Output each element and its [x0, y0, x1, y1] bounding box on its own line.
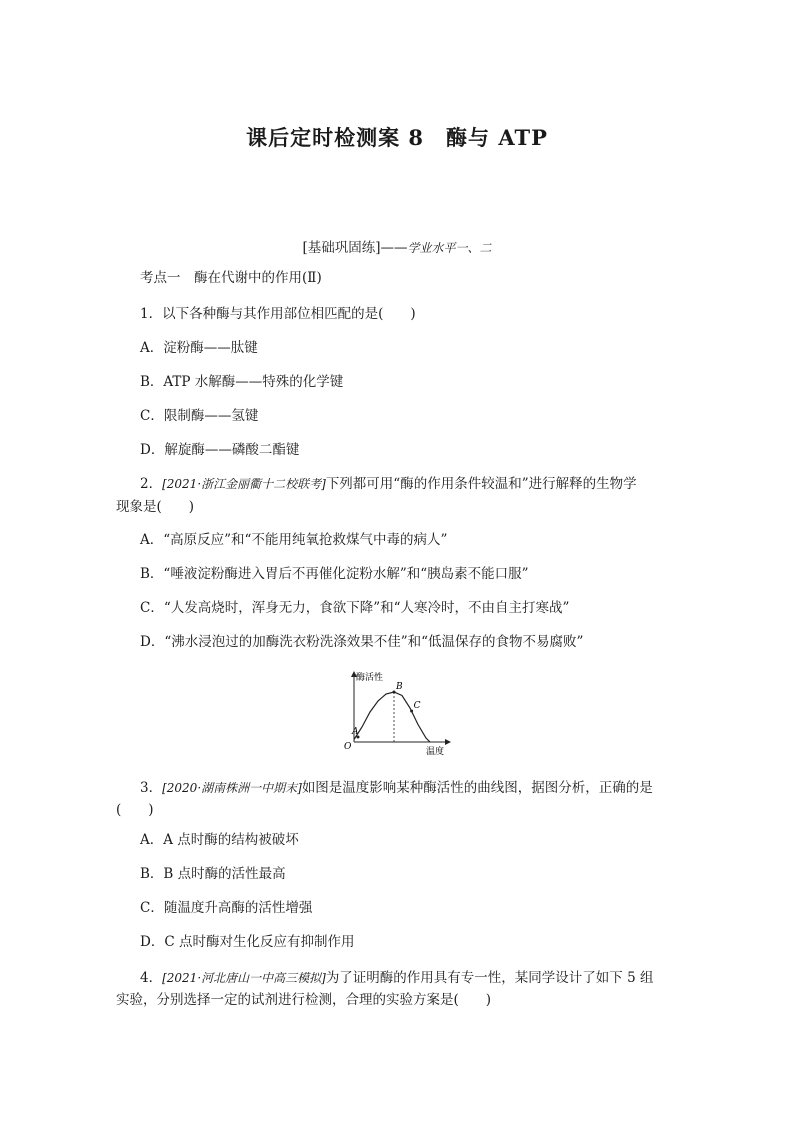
q4-stem-line2: 实验，分别选择一定的试剂进行检测，合理的实验方案是( ) [116, 992, 492, 1008]
q4-number: 4． [140, 970, 163, 986]
x-axis-label: 温度 [426, 747, 445, 757]
page-title: 课后定时检测案 8 酶与 ATP [246, 125, 548, 150]
point-label-b: B [396, 682, 403, 692]
point-label-c: C [413, 701, 421, 711]
q1-stem: 1．以下各种酶与其作用部位相匹配的是( ) [140, 306, 416, 322]
q2-option-d: D．“沸水浸泡过的加酶洗衣粉洗涤效果不佳”和“低温保存的食物不易腐败” [140, 634, 584, 650]
q2-option-b: B．“唾液淀粉酶进入胃后不再催化淀粉水解”和“胰岛素不能口服” [140, 566, 529, 582]
point-label-a: A [352, 727, 359, 737]
y-axis-label: 酶活性 [356, 673, 384, 683]
section-heading [0, 238, 794, 258]
q1-option-c: C．限制酶——氢键 [140, 408, 259, 424]
q3-number: 3． [140, 780, 163, 796]
origin-label: O [344, 742, 352, 752]
q2-number: 2． [140, 476, 163, 492]
q3-source: [2020·湖南株洲一中期末] [162, 781, 302, 795]
q3-option-c: C．随温度升高酶的活性增强 [140, 900, 313, 916]
activity-curve [354, 692, 430, 742]
q4-stem-line1 [140, 968, 653, 988]
q1-option-d: D．解旋酶——磷酸二酯键 [140, 442, 300, 458]
q4-stem-a: 为了证明酶的作用具有专一性，某同学设计了如下 5 组 [325, 970, 654, 986]
q2-stem-line1 [140, 474, 637, 494]
q1-option-b: B．ATP 水解酶——特殊的化学键 [140, 374, 344, 390]
q3-stem-a: 如图是温度影响某种酶活性的曲线图，据图分析，正确的是 [301, 780, 653, 796]
q1-option-a: A．淀粉酶——肽键 [140, 340, 258, 356]
q3-stem-line1 [140, 778, 653, 798]
enzyme-activity-chart [338, 670, 458, 760]
q3-option-a: A．A 点时酶的结构被破坏 [140, 832, 299, 848]
q2-source: [2021·浙江金丽衢十二校联考] [162, 477, 326, 491]
q3-stem-line2: ( ) [116, 802, 154, 818]
q2-stem-a: 下列都可用“酶的作用条件较温和”进行解释的生物学 [325, 476, 637, 492]
section-heading-left: [基础巩固练]—— [302, 240, 408, 256]
q3-option-b: B．B 点时酶的活性最高 [140, 866, 286, 882]
q2-option-a: A．“高原反应”和“不能用纯氧抢救煤气中毒的病人” [140, 532, 448, 548]
q4-source: [2021·河北唐山一中高三模拟] [162, 971, 326, 985]
knowledge-point-1: 考点一 酶在代谢中的作用(Ⅱ) [140, 270, 322, 286]
q2-stem-line2: 现象是( ) [116, 499, 195, 515]
curve-points [351, 682, 421, 739]
section-heading-right: 学业水平一、二 [407, 241, 492, 255]
q2-option-c: C．“人发高烧时，浑身无力，食欲下降”和“人寒冷时，不由自主打寒战” [140, 600, 570, 616]
q3-option-d: D．C 点时酶对生化反应有抑制作用 [140, 934, 355, 950]
